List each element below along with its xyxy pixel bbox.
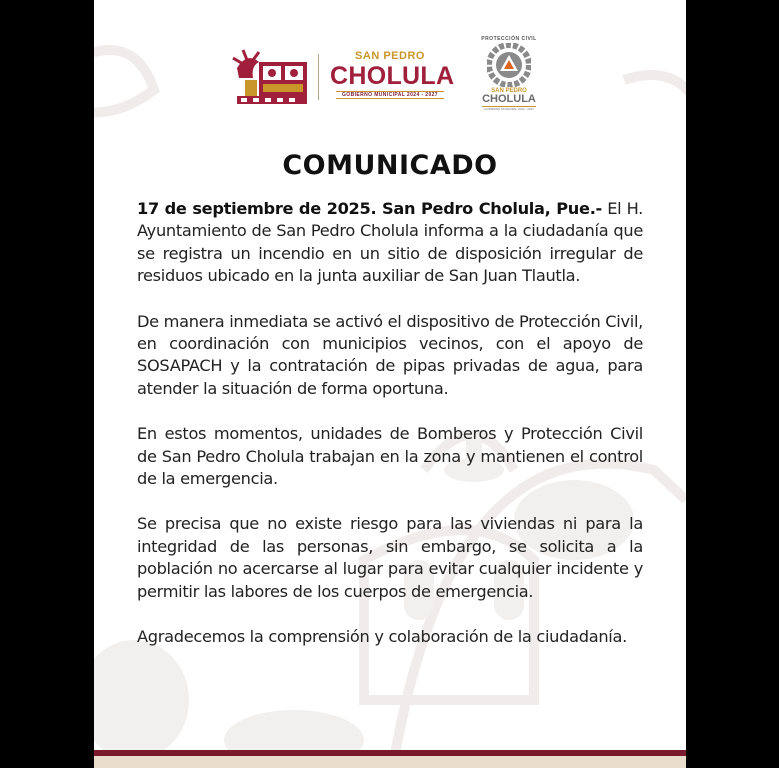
header — [94, 36, 686, 124]
footer-stripe-beige — [94, 756, 686, 768]
paragraph-1-text: El H. Ayuntamiento de San Pedro Cholula informa a la ciudadanía que se registra un incendio en un sitio de disposición irregular de residuos ubicado en la junta auxiliar de San Juan Tlautla. — [137, 199, 643, 286]
brand-name: CHOLULA — [330, 62, 455, 90]
footer-band — [94, 750, 686, 768]
paragraph-4: Se precisa que no existe riesgo para las viviendas ni para la integridad de las personas, sin embargo, se solicita a la población no acercarse al lugar para evitar cualquier incidente y permitir las labores de los cuerpos de emergencia. — [137, 514, 643, 601]
paragraph-3: En estos momentos, unidades de Bomberos y Protección Civil de San Pedro Cholula trabajan en la zona y mantienen el control de la emergencia. — [137, 424, 643, 489]
document-body — [137, 198, 643, 672]
paragraph-1 — [137, 198, 643, 288]
cholula-emblem-logo — [229, 48, 319, 108]
brand-logo — [330, 50, 455, 104]
pc-tagline: GOBIERNO MUNICIPAL 2024 - 2027 — [482, 106, 536, 111]
brand-subtitle: SAN PEDRO — [355, 50, 425, 62]
document-page — [94, 0, 686, 768]
pc-name: CHOLULA — [482, 93, 536, 105]
pc-subtitle: SAN PEDRO — [491, 88, 527, 94]
brand-tagline: GOBIERNO MUNICIPAL 2024 - 2027 — [336, 91, 444, 99]
civil-protection-emblem-icon — [487, 43, 531, 87]
paragraph-5: Agradecemos la comprensión y colaboración de la ciudadanía. — [137, 627, 627, 647]
page-title: COMUNICADO — [282, 150, 498, 181]
civil-protection-logo — [474, 36, 544, 118]
header-divider — [318, 54, 319, 100]
paragraph-2: De manera inmediata se activó el dispositivo de Protección Civil, en coordinación con municipios vecinos, con el apoyo de SOSAPACH y la contratación de pipas privadas de agua, para atender la situación de forma oportuna. — [137, 311, 644, 398]
dateline: 17 de septiembre de 2025. San Pedro Cholula, Pue.- — [137, 199, 602, 218]
pc-title: PROTECCIÓN CIVIL — [481, 36, 537, 42]
